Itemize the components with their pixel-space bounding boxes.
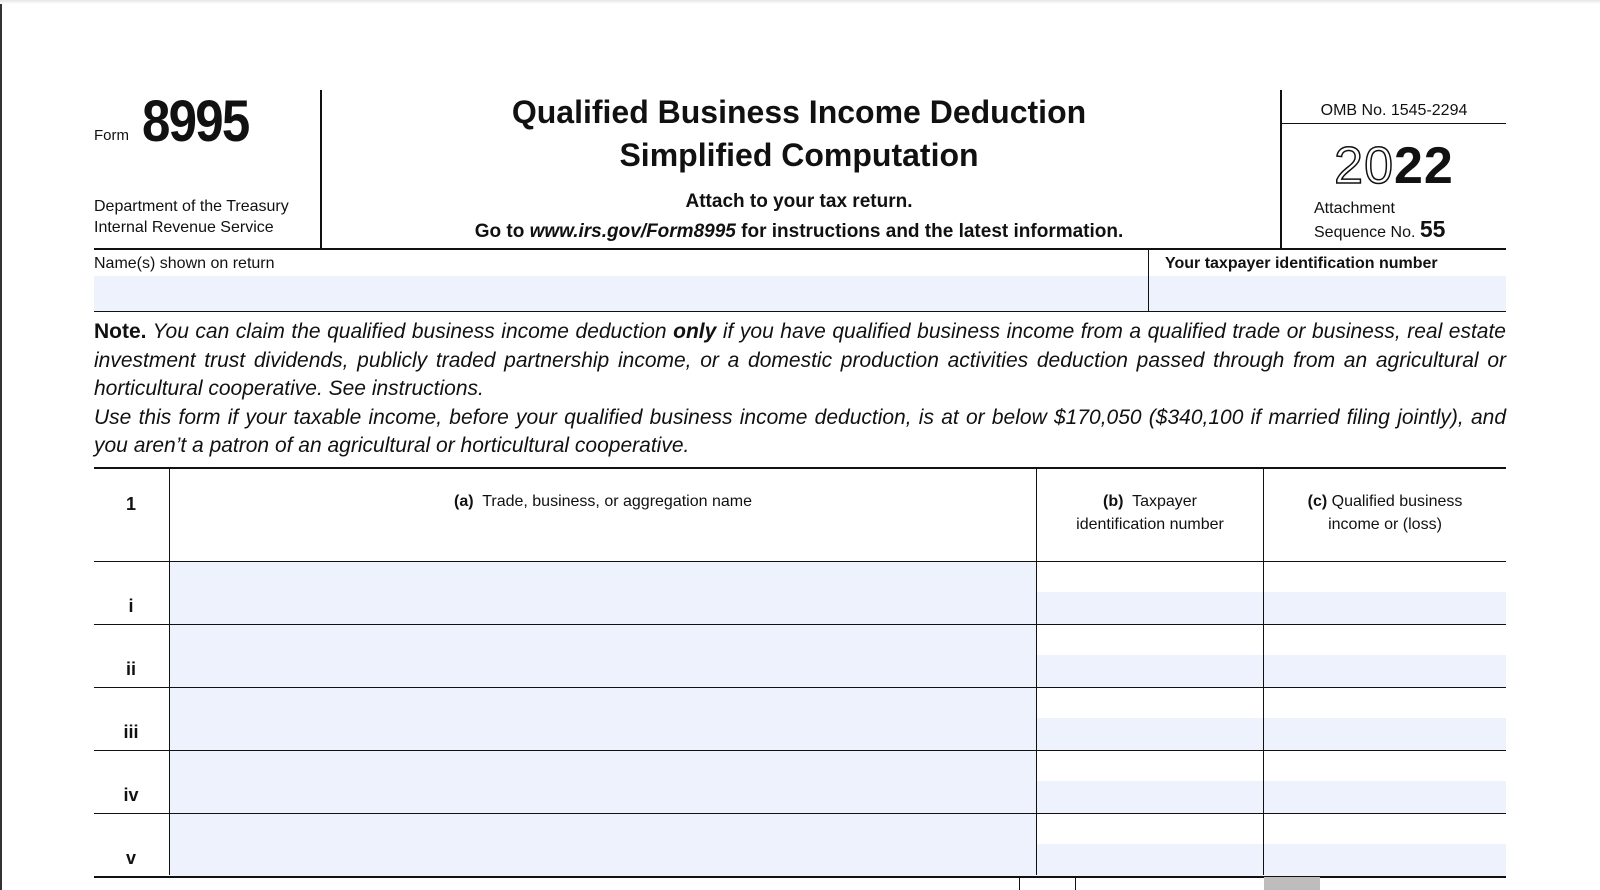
business-name-input[interactable]: [170, 814, 1036, 876]
sequence-label: Sequence No.: [1314, 224, 1416, 241]
row-label: iii: [123, 722, 139, 742]
attachment-label: Attachment: [1314, 200, 1395, 217]
department-line-2: Internal Revenue Service: [94, 219, 274, 236]
taxpayer-id-input[interactable]: [1037, 781, 1263, 813]
note-only: only: [673, 320, 717, 343]
table-row: [94, 624, 1506, 687]
col-c-label-2: income or (loss): [1328, 516, 1442, 533]
identity-divider: [94, 311, 1506, 312]
taxpayer-id-input[interactable]: [1037, 592, 1263, 624]
tax-year-outline: 20: [1334, 137, 1394, 195]
tin-input[interactable]: [1149, 276, 1506, 311]
col-c-header: [1264, 467, 1506, 561]
qbi-amount-input[interactable]: [1264, 655, 1506, 687]
tin-label: Your taxpayer identification number: [1165, 255, 1438, 272]
attachment-sequence: [1314, 198, 1445, 243]
page-top-shadow: [0, 0, 1600, 4]
department-line-1: Department of the Treasury: [94, 198, 289, 215]
business-name-input[interactable]: [170, 688, 1036, 750]
qbi-amount-input[interactable]: [1264, 592, 1506, 624]
col-b-label-2: identification number: [1076, 516, 1224, 533]
col-b-header: [1037, 467, 1263, 561]
table-row: [94, 561, 1506, 624]
note-part-2: if you have qualified business income from a qualified trade or business, real estate investment trust dividends, publicly traded partnership income, or a domestic production activities deduction passed through from an agricultural or horticultural cooperative. See instructions.: [94, 320, 1506, 400]
taxpayer-id-input[interactable]: [1037, 655, 1263, 687]
note-lead: Note.: [94, 320, 147, 343]
business-name-input[interactable]: [170, 562, 1036, 624]
tax-year: [1282, 136, 1506, 196]
note-paragraph: [94, 318, 1506, 461]
form-title-block: [324, 90, 1274, 248]
goto-prefix: Go to: [474, 221, 530, 242]
qbi-table: [94, 467, 1506, 875]
name-input[interactable]: [94, 276, 1148, 311]
form-word: Form: [94, 127, 129, 144]
tax-year-bold: 22: [1394, 137, 1454, 195]
shaded-cell: [1264, 877, 1320, 890]
attach-instruction: Attach to your tax return.: [685, 191, 913, 212]
col-a-letter: (a): [454, 493, 474, 510]
table-row: [94, 813, 1506, 876]
next-line-divider: [1075, 877, 1076, 890]
business-name-input[interactable]: [170, 625, 1036, 687]
page-edge: [0, 0, 2, 890]
row-label: iv: [123, 785, 139, 805]
line-number: 1: [125, 494, 136, 514]
note-part-3: Use this form if your taxable income, before your qualified business income deduction, is at or below $170,050 ($340,100 if married filing jointly), and you aren’t a patron of an agricultural or horticultural cooperative.: [94, 405, 1506, 457]
row-label: ii: [125, 659, 136, 679]
qbi-amount-input[interactable]: [1264, 844, 1506, 876]
business-name-input[interactable]: [170, 751, 1036, 813]
omb-number: OMB No. 1545-2294: [1320, 102, 1468, 119]
irs-url-link[interactable]: www.irs.gov/Form8995: [529, 221, 736, 242]
note-part-1: You can claim the qualified business income deduction: [146, 320, 674, 343]
sequence-number: 55: [1419, 216, 1446, 242]
department-block: [94, 196, 289, 238]
taxpayer-id-input[interactable]: [1037, 844, 1263, 876]
col-c-letter: (c): [1307, 493, 1328, 510]
row-label: v: [125, 848, 136, 868]
col-a-header: [170, 467, 1036, 561]
qbi-amount-input[interactable]: [1264, 718, 1506, 750]
form-title-line-2: Simplified Computation: [619, 137, 979, 173]
name-label: Name(s) shown on return: [94, 255, 275, 272]
name-cell: [94, 249, 1148, 311]
qbi-amount-input[interactable]: [1264, 781, 1506, 813]
form-header: [94, 90, 1506, 248]
identity-row: [94, 249, 1506, 311]
goto-suffix: for instructions and the latest information.: [735, 221, 1124, 242]
table-row: [94, 750, 1506, 813]
omb-divider: [1282, 123, 1506, 124]
col-a-label: Trade, business, or aggregation name: [482, 493, 752, 510]
col-c-label-1: Qualified business: [1331, 493, 1463, 510]
goto-instruction: [324, 221, 1274, 243]
form-number: 8995: [142, 89, 249, 154]
table-row: [94, 687, 1506, 750]
row-label: i: [128, 596, 134, 616]
next-line-divider: [1019, 877, 1020, 890]
form-id-block: [94, 90, 322, 248]
form-title-line-1: Qualified Business Income Deduction: [511, 94, 1087, 130]
col-b-label-1: Taxpayer: [1132, 493, 1197, 510]
omb-year-block: [1280, 90, 1506, 248]
col-b-letter: (b): [1103, 493, 1124, 510]
tin-cell: [1148, 249, 1506, 311]
taxpayer-id-input[interactable]: [1037, 718, 1263, 750]
